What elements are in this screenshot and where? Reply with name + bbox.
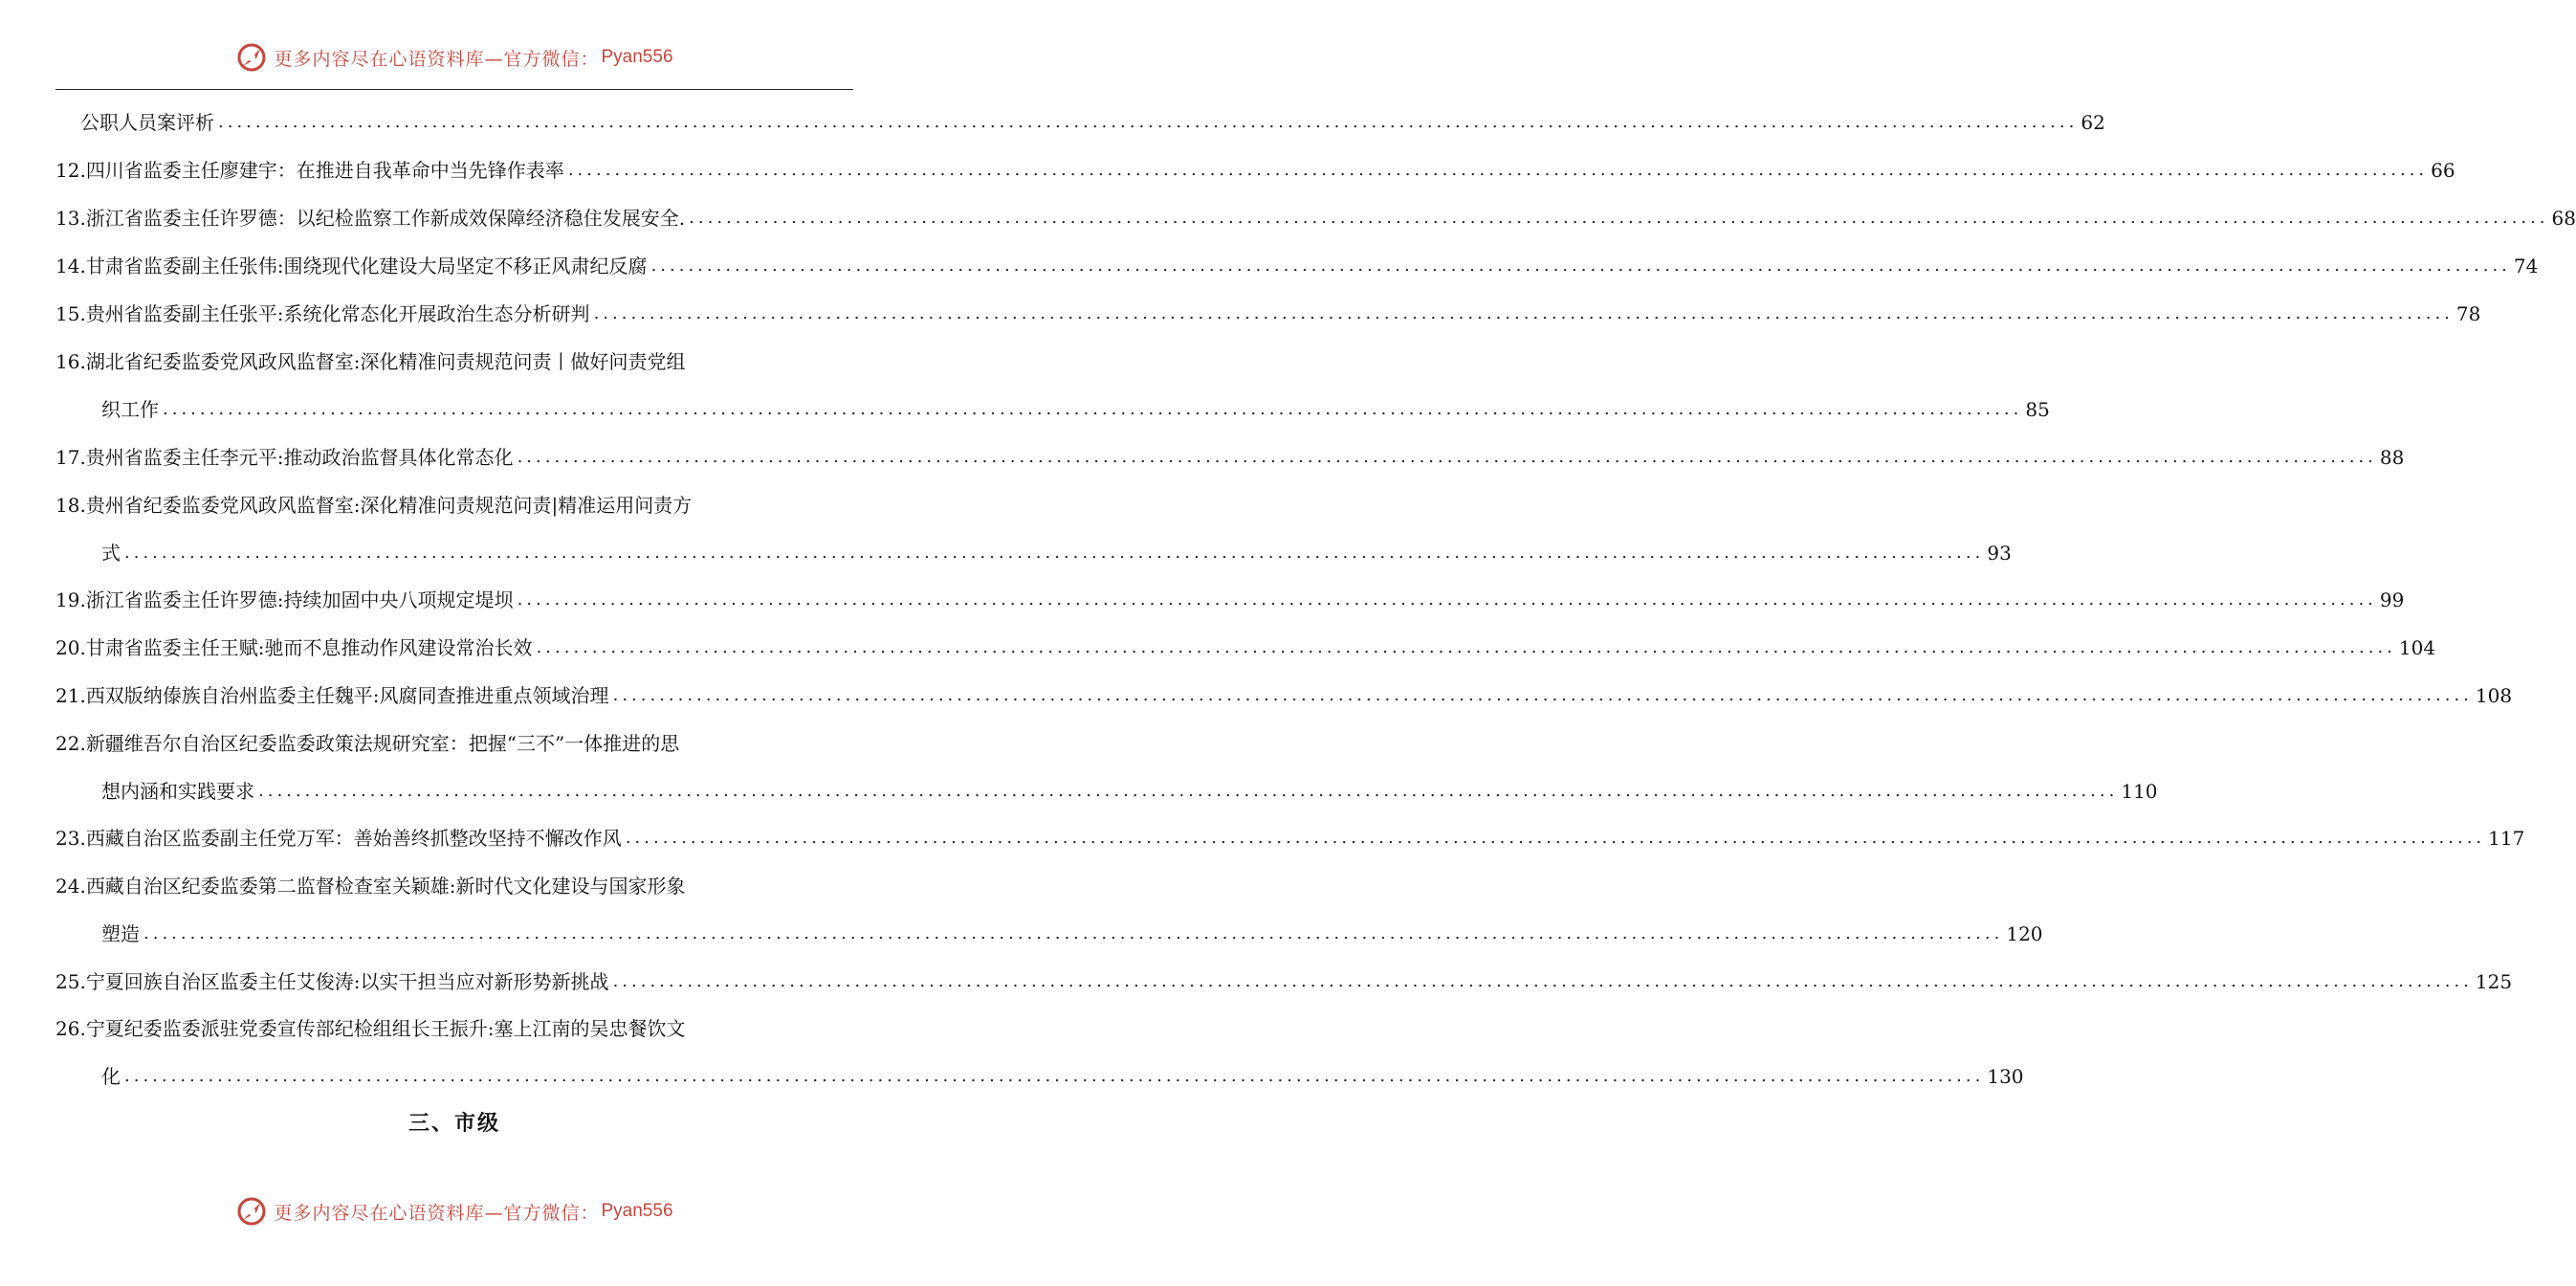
toc-entry-page: 110	[2121, 780, 2158, 803]
toc-entry-title-cont: 织工作	[101, 398, 159, 421]
toc-entry[interactable]	[80, 108, 2105, 137]
toc-entry-title: 新疆维吾尔自治区纪委监委政策法规研究室：把握“三不”一体推进的思	[85, 732, 680, 755]
toc-entry-title-cont: 化	[101, 1065, 121, 1088]
toc-entry-page: 62	[2081, 111, 2105, 134]
toc-leader-dots: ........................................................................................................................................................................................................	[650, 255, 2511, 276]
toc-entry[interactable]	[55, 347, 853, 376]
toc-entry-continuation[interactable]	[101, 395, 2050, 424]
toc-leader-dots: ........................................................................................................................................................................................................	[124, 1066, 1985, 1086]
toc-entry-title: 贵州省纪委监委党风政风监督室:深化精准问责规范问责|精准运用问责方	[85, 494, 693, 517]
toc-entry-title-cont: 塑造	[101, 922, 140, 945]
toc-leader-dots: ........................................................................................................................................................................................................	[593, 303, 2454, 323]
footer-watermark-banner	[0, 1192, 909, 1231]
toc-leader-dots: ........................................................................................................................................................................................................	[258, 781, 2119, 801]
toc-entry-page: 104	[2398, 636, 2436, 659]
toc-leader-dots: ........................................................................................................................................................................................................	[124, 543, 1985, 563]
toc-entry-number: 12.	[55, 159, 86, 182]
toc-entry-number: 19.	[55, 588, 86, 611]
toc-entry[interactable]	[55, 824, 2525, 853]
toc-entry[interactable]	[55, 586, 2405, 614]
toc-entry-page: 120	[2006, 922, 2043, 945]
toc-entry[interactable]	[55, 633, 2436, 662]
toc-entry[interactable]	[55, 729, 853, 758]
toc-entry-title: 公职人员案评析	[80, 111, 214, 134]
toc-entry[interactable]	[55, 681, 2513, 710]
toc-entry-title: 浙江省监委主任许罗德：以纪检监察工作新成效保障经济稳住发展安全.	[85, 207, 686, 230]
toc-entry-page: 88	[2379, 446, 2405, 469]
banner-sub-text: —官方微信：	[484, 48, 600, 70]
toc-entry-continuation[interactable]	[101, 777, 2158, 806]
toc-entry-title: 贵州省监委副主任张平:系统化常态化开展政治生态分析研判	[85, 302, 590, 325]
toc-entry[interactable]	[55, 491, 853, 520]
toc-entry-page: 130	[1987, 1065, 2024, 1088]
toc-entry-page: 108	[2475, 684, 2513, 707]
toc-entry-number: 13.	[55, 207, 86, 230]
toc-entry-page: 66	[2431, 159, 2455, 182]
quill-logo-icon	[235, 1195, 268, 1228]
toc-leader-dots: ........................................................................................................................................................................................................	[517, 589, 2377, 610]
toc-leader-dots: ........................................................................................................................................................................................................	[612, 685, 2473, 705]
section-heading: 三、市级	[407, 1112, 500, 1136]
toc-leader-dots: ........................................................................................................................................................................................................	[218, 112, 2079, 132]
toc-entry-title: 四川省监委主任廖建宇：在推进自我革命中当先锋作表率	[85, 159, 564, 182]
toc-entry-page: 68	[2551, 207, 2576, 230]
toc-entry[interactable]	[55, 204, 2576, 233]
toc-entry-title: 甘肃省监委副主任张伟:围绕现代化建设大局坚定不移正风肃纪反腐	[85, 255, 648, 277]
toc-entry-continuation[interactable]	[101, 920, 2043, 948]
toc-entry[interactable]	[55, 156, 2455, 185]
toc-entry-number: 24.	[55, 875, 86, 898]
toc-entry-page: 99	[2379, 588, 2405, 611]
toc-entry-title: 宁夏纪委监委派驻党委宣传部纪检组组长王振升:塞上江南的吴忠餐饮文	[85, 1017, 686, 1040]
toc-leader-dots: ........................................................................................................................................................................................................	[625, 828, 2486, 848]
banner-main-text: 更多内容尽在心语资料库	[274, 48, 485, 70]
toc-entry-title-cont: 想内涵和实践要求	[101, 780, 254, 803]
toc-leader-dots: ........................................................................................................................................................................................................	[612, 971, 2473, 991]
toc-entry-number: 15.	[55, 302, 86, 325]
toc-entry-title-cont: 式	[101, 542, 121, 565]
toc-entry-number: 18.	[55, 494, 86, 517]
toc-entry-page: 125	[2475, 970, 2513, 993]
toc-entry-title: 西藏自治区监委副主任党万军：善始善终抓整改坚持不懈改作风	[85, 827, 622, 850]
toc-leader-dots: ........................................................................................................................................................................................................	[163, 399, 2023, 419]
toc-entry-page: 117	[2488, 827, 2525, 850]
toc-entry-number: 21.	[55, 684, 86, 707]
banner-wechat-id: Pyan556	[601, 47, 673, 67]
toc-entry[interactable]	[55, 967, 2513, 996]
toc-leader-dots: ........................................................................................................................................................................................................	[517, 447, 2377, 467]
toc-entry-number: 26.	[55, 1017, 86, 1040]
toc-entry[interactable]	[55, 252, 2539, 280]
toc-entry[interactable]	[55, 1014, 853, 1043]
toc-entry-title: 宁夏回族自治区监委主任艾俊涛:以实干担当应对新形势新挑战	[85, 970, 609, 993]
toc-leader-dots: ........................................................................................................................................................................................................	[689, 208, 2549, 228]
toc-entry-number: 17.	[55, 446, 86, 469]
toc-entry-number: 22.	[55, 732, 86, 755]
toc-entry-page: 93	[1987, 542, 2012, 565]
toc-entry-title: 西藏自治区纪委监委第二监督检查室关颖雄:新时代文化建设与国家形象	[85, 875, 686, 898]
toc-leader-dots: ........................................................................................................................................................................................................	[143, 923, 2004, 943]
toc-entry-title: 甘肃省监委主任王赋:驰而不息推动作风建设常治长效	[85, 636, 533, 659]
toc-entry-continuation[interactable]	[101, 1062, 2024, 1091]
toc-entry-title: 湖北省纪委监委党风政风监督室:深化精准问责规范问责丨做好问责党组	[85, 350, 686, 373]
toc-leader-dots: ........................................................................................................................................................................................................	[567, 160, 2429, 180]
toc-entry-page: 78	[2455, 302, 2481, 325]
toc-entry-number: 25.	[55, 970, 86, 993]
toc-entry-title: 西双版纳傣族自治州监委主任魏平:风腐同查推进重点领域治理	[85, 684, 609, 707]
toc-entry-continuation[interactable]	[101, 539, 2012, 567]
toc-entry-number: 14.	[55, 255, 86, 277]
toc-entry[interactable]	[55, 443, 2405, 472]
toc-entry-page: 85	[2025, 398, 2050, 421]
toc-entry-number: 20.	[55, 636, 86, 659]
toc-leader-dots: ........................................................................................................................................................................................................	[536, 637, 2396, 657]
banner-wechat-id: Pyan556	[601, 1201, 673, 1221]
banner-sub-text: —官方微信：	[484, 1202, 600, 1224]
toc-entry[interactable]	[55, 299, 2481, 328]
toc-entry-number: 23.	[55, 827, 86, 850]
toc-entry-title: 贵州省监委主任李元平:推动政治监督具体化常态化	[85, 446, 514, 469]
toc-entry-title: 浙江省监委主任许罗德:持续加固中央八项规定堤坝	[85, 588, 514, 611]
toc-entry[interactable]	[55, 872, 853, 900]
toc-entry-number: 16.	[55, 350, 86, 373]
toc-entry-page: 74	[2513, 255, 2539, 277]
banner-main-text: 更多内容尽在心语资料库	[274, 1202, 485, 1224]
